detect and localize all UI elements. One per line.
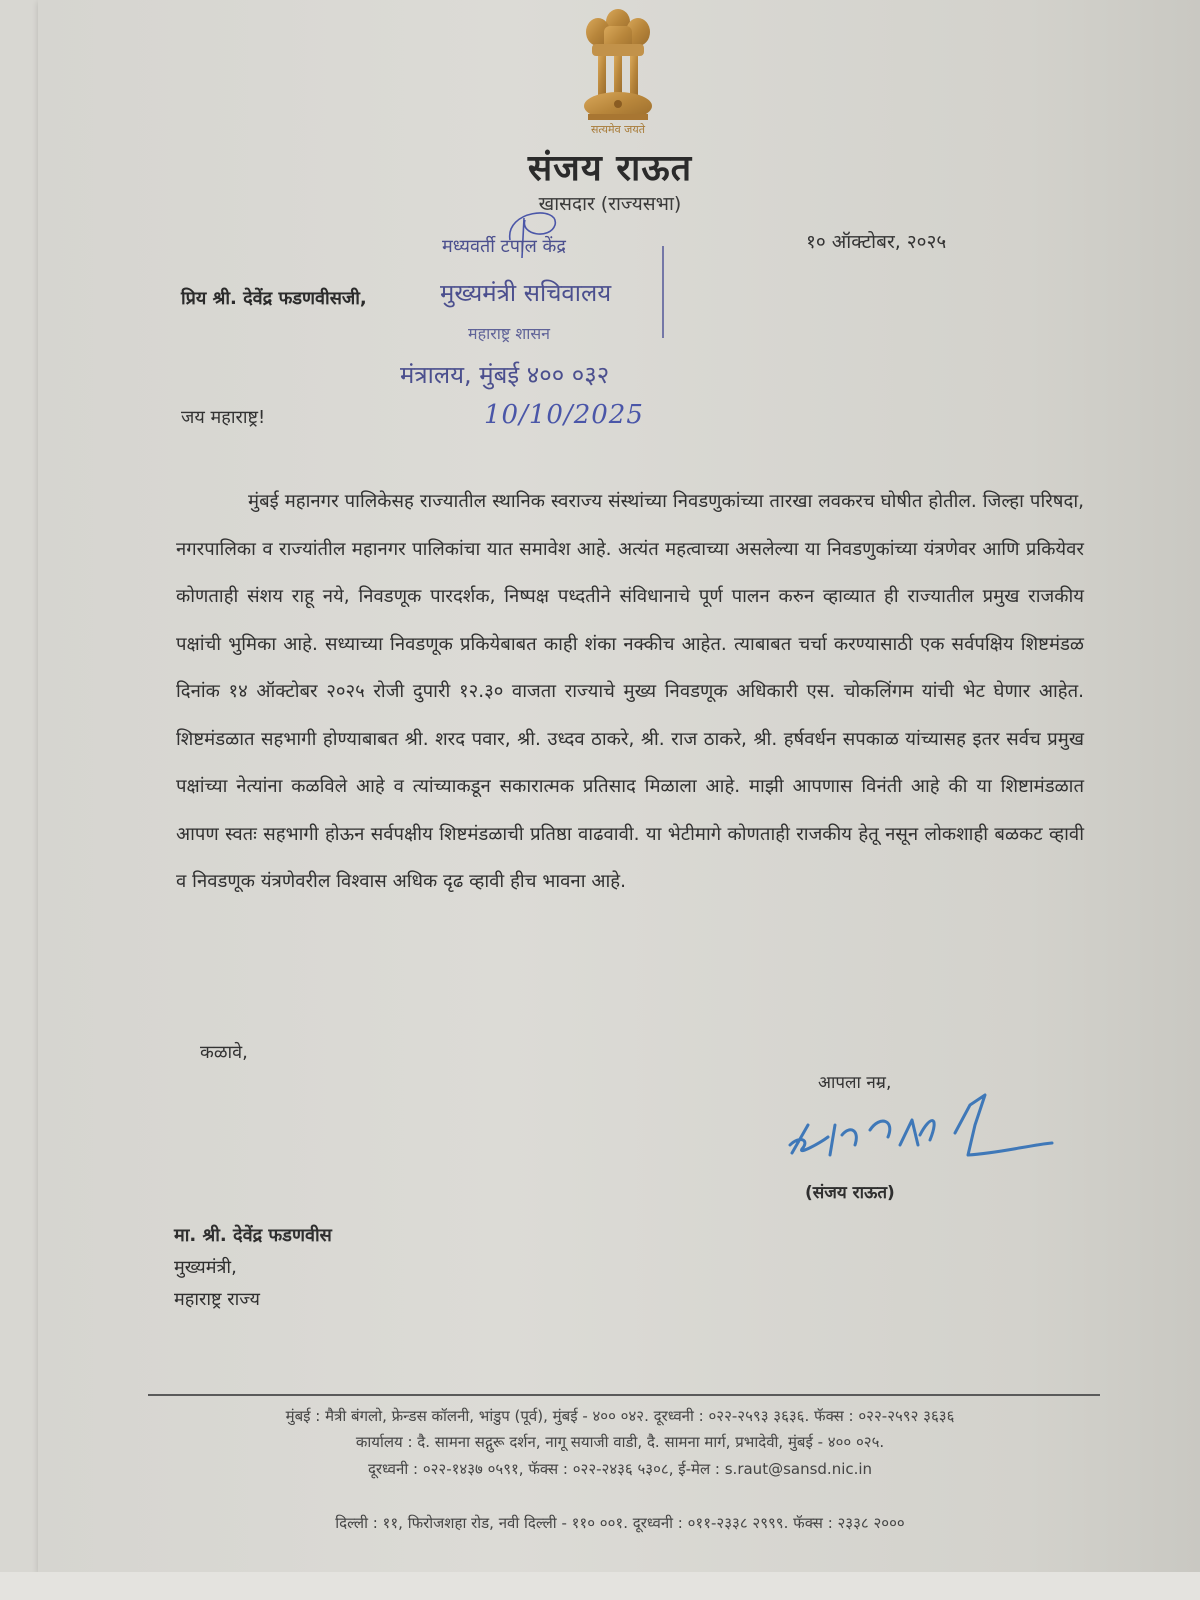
letter-body: मुंबई महानगर पालिकेसह राज्यातील स्थानिक स्वराज्य संस्थांच्या निवडणुकांच्या तारखा लवकरच घोषीत होतील. जिल्हा परिषदा, नगरपालिका व राज्यांतील महानगर पालिकांचा यात समावेश आहे. अत्यंत महत्वाच्या असलेल्या या निवडणुकांच्या यंत्रणेवर आणि प्रकियेवर कोणताही संशय राहू नये, निवडणूक पारदर्शक, निष्पक्ष पध्दतीने संविधानाचे पूर्ण पालन करुन व्हाव्यात ही राज्यातील प्रमुख राजकीय पक्षांची भुमिका आहे. सध्याच्या निवडणूक प्रकियेबाबत काही शंका नक्कीच आहेत. त्याबाबत चर्चा करण्यासाठी एक सर्वपक्षिय शिष्टमंडळ दिनांक १४ ऑक्टोबर २०२५ रोजी दुपारी १२.३० वाजता राज्याचे मुख्य निवडणूक अधिकारी एस. चोकलिंगम यांची भेट घेणार आहेत. शिष्टमंडळात सहभागी होण्याबाबत श्री. शरद पवार, श्री. उध्दव ठाकरे, श्री. राज ठाकरे, श्री. हर्षवर्धन सपकाळ यांच्यासह इतर सर्वच प्रमुख पक्षांच्या नेत्यांना कळविले आहे व त्यांच्याकडून सकारात्मक प्रतिसाद मिळाला आहे. माझी आपणास विनंती आहे की या शिष्टामंडळात आपण स्वतः सहभागी होऊन सर्वपक्षीय शिष्टमंडळाची प्रतिष्ठा वाढवावी. या भेटीमागे कोणताही राजकीय हेतू नसून लोकशाही बळकट व्हावी व निवडणूक यंत्रणेवरील विश्वास अधिक दृढ व्हावी हीच भावना आहे. xyxy=(176,491,1084,892)
emblem-motto: सत्यमेव जयते xyxy=(590,123,645,136)
footer-office-contact: दूरध्वनी : ०२२-१४३७ ०५९१, फॅक्स : ०२२-२४३६ ५३०८, ई-मेल : s.raut@sansd.nic.in xyxy=(367,1460,873,1478)
footer-divider xyxy=(148,1394,1100,1396)
sender-name-heading: संजय राऊत xyxy=(527,148,693,189)
recipient-name: मा. श्री. देवेंद्र फडणवीस xyxy=(174,1225,332,1246)
salutation: प्रिय श्री. देवेंद्र फडणवीसजी, xyxy=(181,288,367,309)
footer-office-address: कार्यालय : दै. सामना सद्गुरू दर्शन, नागू सयाजी वाडी, दै. सामना मार्ग, प्रभादेवी, मुंबई - ४०० ०२५. xyxy=(355,1433,885,1451)
recipient-block xyxy=(174,1220,332,1316)
receipt-stamp xyxy=(400,228,700,448)
stamp-line-government: महाराष्ट्र शासन xyxy=(468,324,551,343)
yours-sincerely: आपला नम्र, xyxy=(818,1073,892,1093)
signer-name: (संजय राऊत) xyxy=(805,1183,895,1203)
sender-designation: खासदार (राज्यसभा) xyxy=(538,193,682,215)
stamp-line-address: मंत्रालय, मुंबई ४०० ०३२ xyxy=(400,361,610,389)
closing: कळावे, xyxy=(200,1042,248,1063)
greeting: जय महाराष्ट्र! xyxy=(181,407,266,428)
stamp-border xyxy=(662,246,664,338)
stamp-received-date: 10/10/2025 xyxy=(484,400,644,430)
letter-date: १० ऑक्टोबर, २०२५ xyxy=(806,231,947,253)
stamp-line-secretariat: मुख्यमंत्री सचिवालय xyxy=(440,279,612,307)
recipient-title: मुख्यमंत्री, xyxy=(174,1257,237,1278)
national-emblem-icon xyxy=(578,4,658,134)
stamp-line-office: मध्यवर्ती टपाल केंद्र xyxy=(442,236,566,257)
background-surface xyxy=(0,1572,1200,1600)
footer-delhi-address: दिल्ली : ११, फिरोजशहा रोड, नवी दिल्ली - ११० ००१. दूरध्वनी : ०११-२३३८ २९९९. फॅक्स : २३३८ २००० xyxy=(335,1514,905,1532)
recipient-state: महाराष्ट्र राज्य xyxy=(174,1289,261,1310)
handwritten-signature-icon xyxy=(780,1085,1080,1175)
footer-mumbai-address: मुंबई : मैत्री बंगलो, फ्रेन्डस कॉलनी, भांडुप (पूर्व), मुंबई - ४०० ०४२. दूरध्वनी : ०२२-२५९३ ३६३६. फॅक्स : ०२२-२५९२ ३६३६ xyxy=(285,1407,955,1425)
